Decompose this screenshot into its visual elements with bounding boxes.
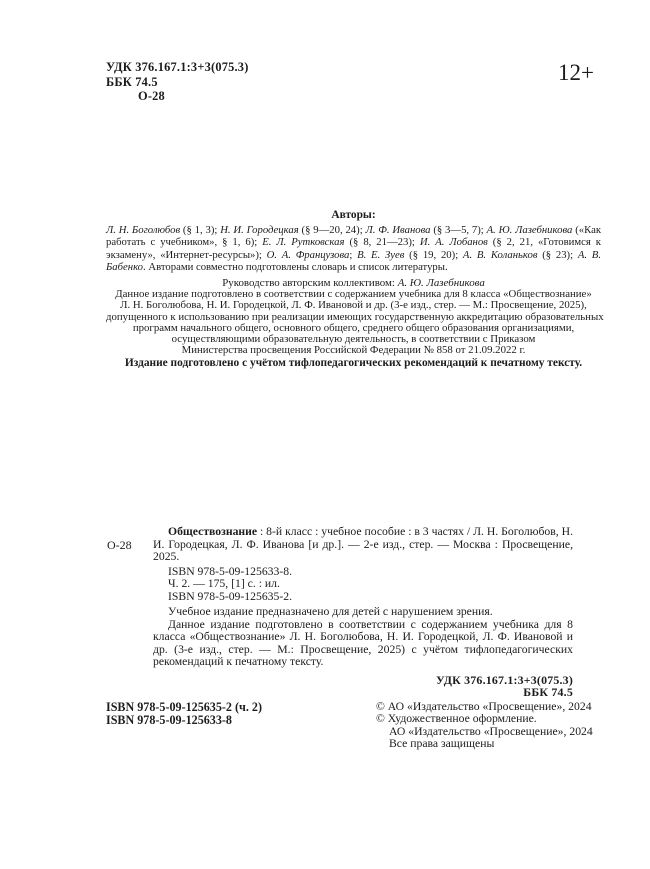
catalog-card [107, 525, 573, 700]
authors-paragraph: Л. Н. Боголюбов (§ 1, 3); Н. И. Городецкая (§ 9—20, 24); Л. Ф. Иванова (§ 3—5, 7); А. Ю. Лазебникова («Как работать с учебником», § 1, 6); Е. Л. Рутковская (§ 8, 21—23); И. А. Лобанов (§ 2, 21, «Готовимся к экзамену», «Интернет-ресурсы»); О. А. Французова; В. Е. Зуев (§ 19, 20); А. В. Коланьков (§ 23); А. В. Бабенко. Авторами совместно подготовлены словарь и список литературы. [106, 224, 602, 274]
authors-section [106, 209, 601, 289]
text-line: Все права защищены [389, 737, 495, 751]
text-line: Министерства просвещения Российской Федерации № 858 от 21.09.2022 г. [181, 344, 526, 357]
catalog-card-index: О-28 [107, 538, 132, 552]
accessibility-note: Издание подготовлено с учётом тифлопедагогических рекомендаций к печатному тексту. [124, 357, 583, 369]
text-line: осуществляющими образовательную деятельность, в соответствии с Приказом [171, 333, 536, 346]
udk-code: УДК 376.167.1:3+3(075.3) [106, 60, 249, 74]
text-line: Л. Н. Боголюбова, Н. И. Городецкой, Л. Ф. Ивановой и др. (3-е изд., стер. — М.: Просвещение, 2025), [120, 299, 587, 312]
catalog-udk-code: УДК 376.167.1:3+3(075.3) [436, 672, 573, 687]
age-rating-badge: 12+ [558, 60, 594, 85]
text-line: АО «Издательство «Просвещение», 2024 [389, 724, 593, 738]
authors-heading: Авторы: [331, 209, 376, 221]
text-line: допущенного к использованию при реализации имеющих государственную аккредитацию образовательных [106, 310, 604, 323]
catalog-source-note: Данное издание подготовлено в соответствии с содержанием учебника для 8 класса «Обществознание» Л. Н. Боголюбова, Н. И. Городецкой, Л. Ф. Ивановой и др. (3-е изд., стер. — М.: Просвещение, 2025) с учётом тифлопедагогических рекомендаций к печатному тексту. [153, 617, 573, 668]
text-line: © Художественное оформление. [376, 712, 537, 726]
catalog-description: Обществознание : 8-й класс : учебное пособие : в 3 частях / Л. Н. Боголюбов, Н. И. Городецкая, Л. Ф. Иванова [и др.]. — 2-е изд., стер. — Москва : Просвещение, 2025. [153, 525, 573, 563]
footer-copyright-block [376, 701, 593, 751]
bibliographic-codes-block [106, 60, 249, 104]
catalog-bbk-code: ББК 74.5 [523, 685, 573, 700]
catalog-isbn-part2: ISBN 978-5-09-125635-2. [168, 589, 293, 603]
bbk-code: ББК 74.5 [106, 74, 158, 89]
catalog-collation: Ч. 2. — 175, [1] с. : ил. [168, 577, 280, 590]
text-line: © АО «Издательство «Просвещение», 2024 [376, 700, 592, 713]
edition-note [106, 288, 604, 357]
catalog-vision-note: Учебное издание предназначено для детей с нарушением зрения. [168, 605, 493, 618]
text-line: ISBN 978-5-09-125635-2 (ч. 2) [106, 700, 262, 714]
text-line: Данное издание подготовлено в соответствии с содержанием учебника для 8 класса «Обществознание» [115, 288, 592, 300]
author-index-code: О-28 [138, 89, 165, 104]
leadership-line: Руководство авторским коллективом: А. Ю. Лазебникова [222, 276, 485, 289]
text-line: ISBN 978-5-09-125633-8 [106, 712, 232, 727]
text-line: программ начального общего, основного общего, среднего общего образования организациями, [132, 321, 575, 334]
catalog-codes-right [153, 674, 573, 700]
footer-isbn-block [106, 701, 262, 726]
catalog-isbn-set: ISBN 978-5-09-125633-8. [168, 564, 293, 578]
